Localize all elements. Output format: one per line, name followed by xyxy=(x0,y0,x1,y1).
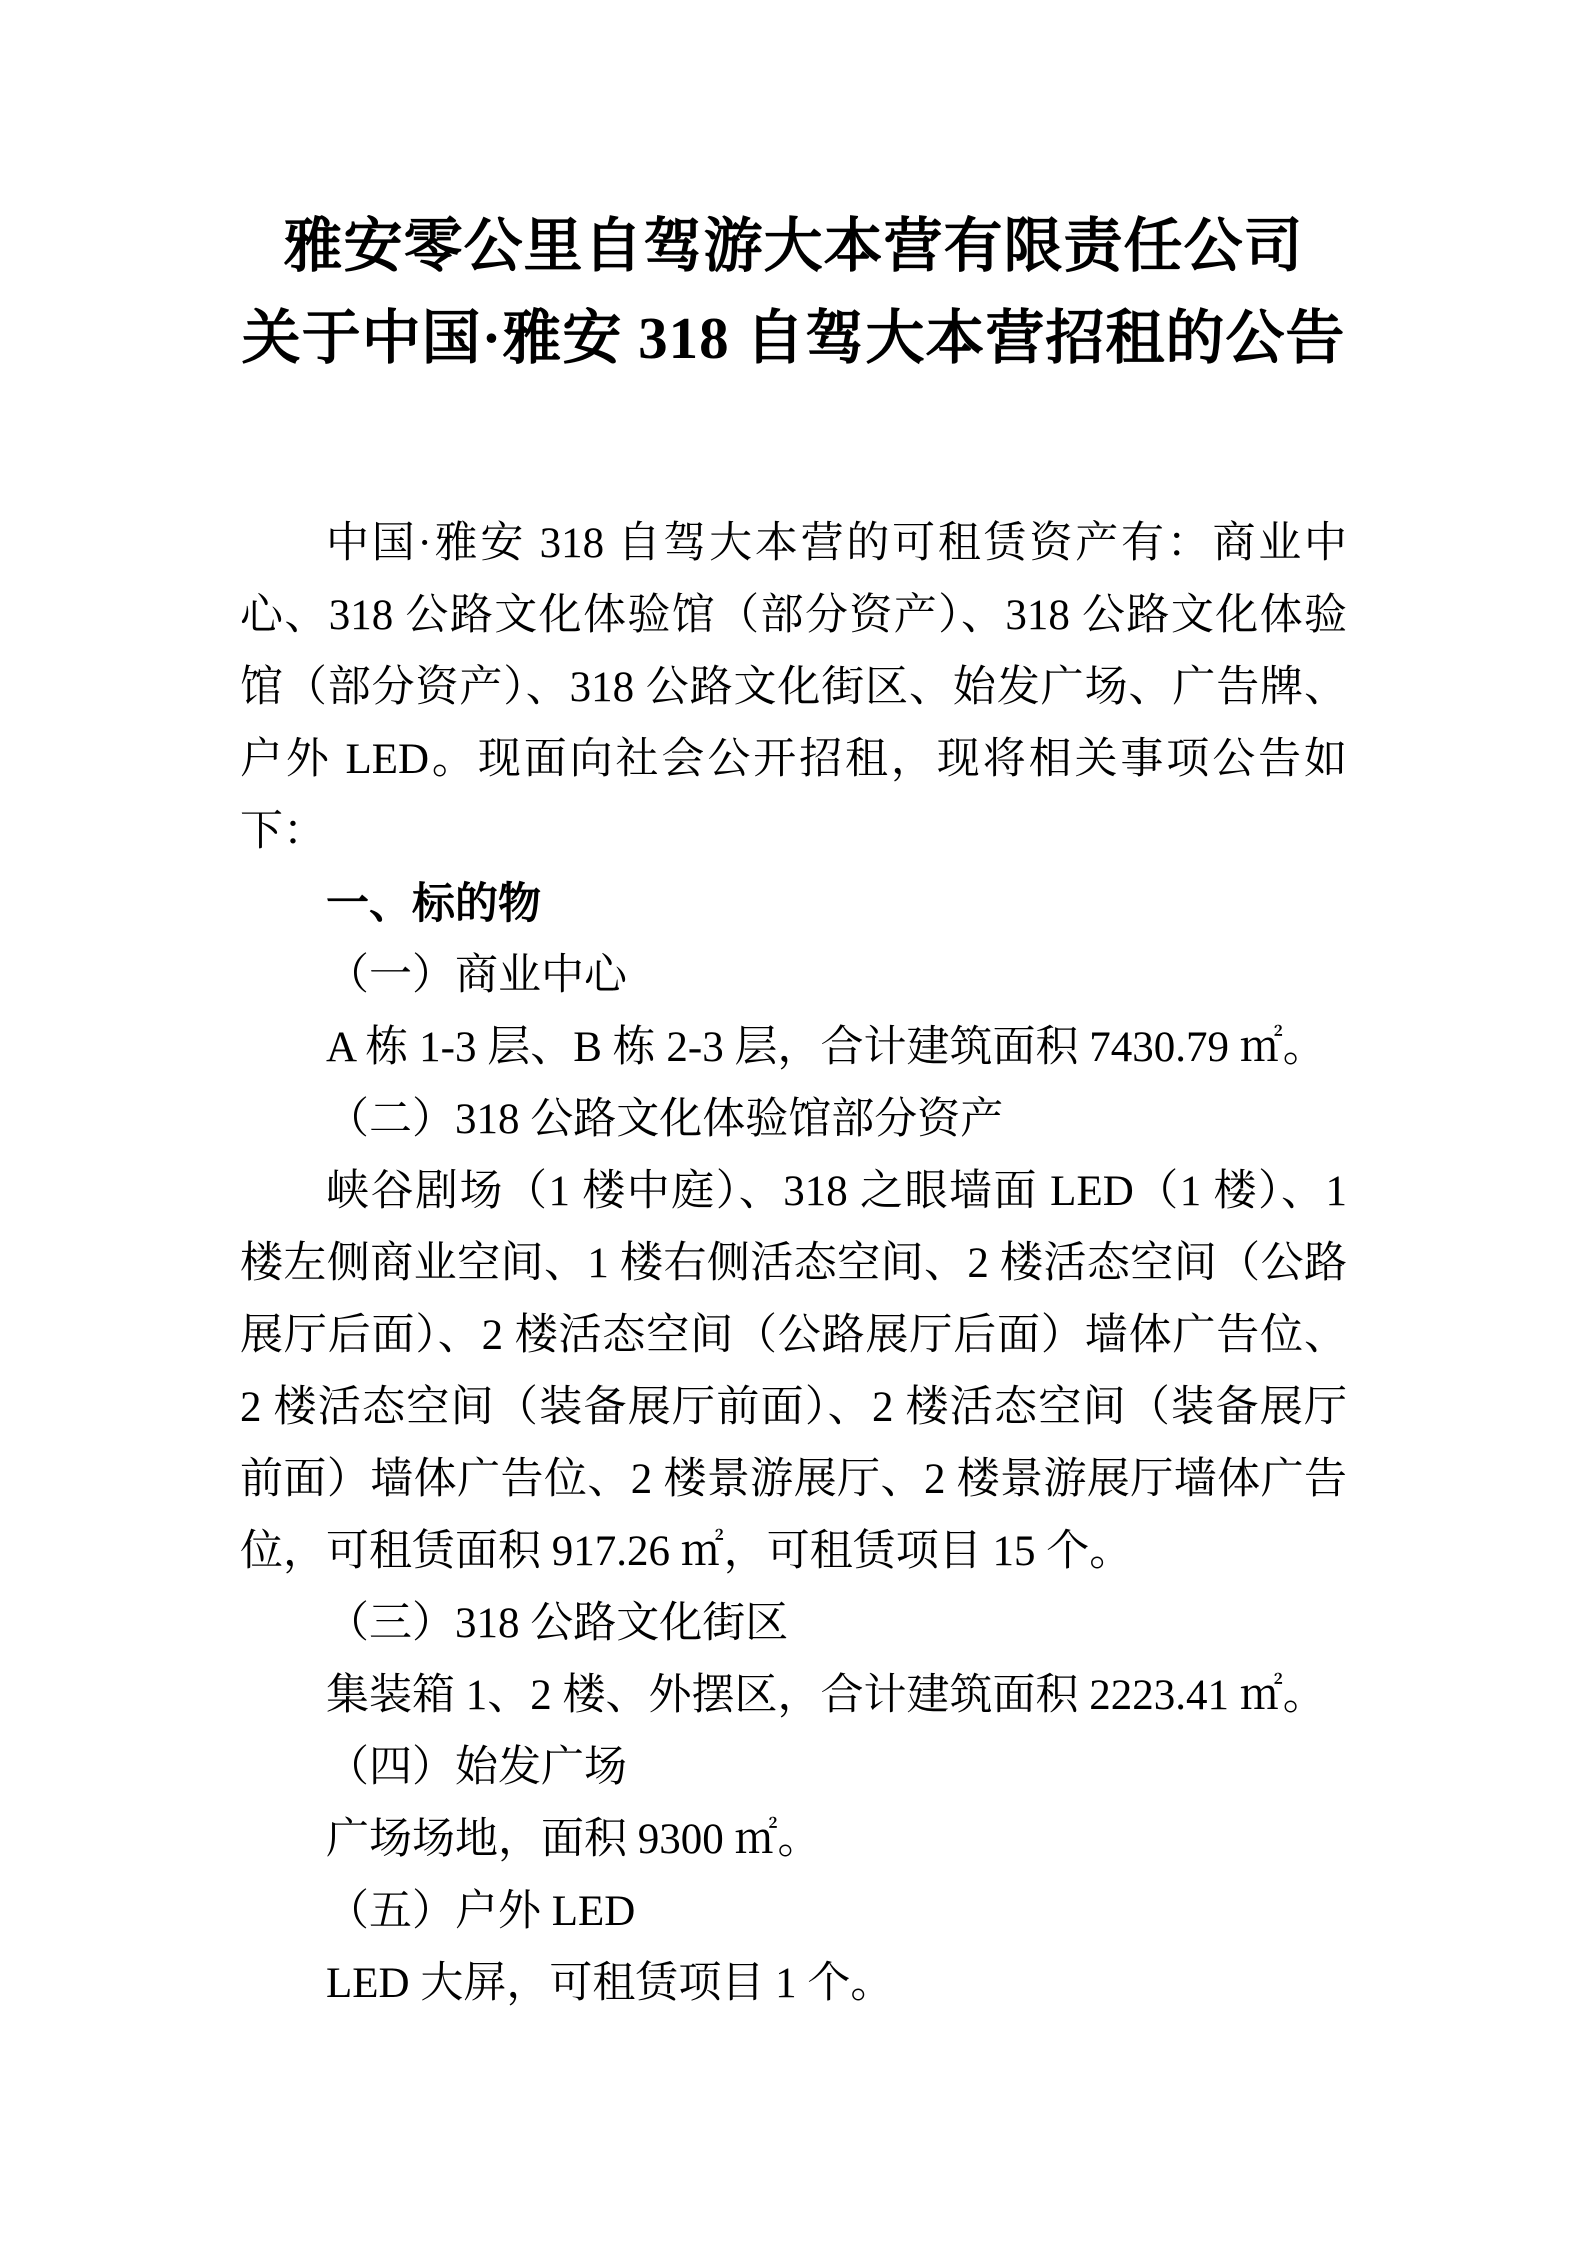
item-1-label: （一）商业中心 xyxy=(326,952,627,999)
item-2-label: （二）318 公路文化体验馆部分资产 xyxy=(326,1096,1004,1143)
item-5-label: （五）户外 LED xyxy=(326,1888,636,1935)
document-title-line-2: 关于中国·雅安 318 自驾大本营招租的公告 xyxy=(241,305,1346,371)
item-1-body: A 栋 1-3 层、B 栋 2-3 层，合计建筑面积 7430.79 ㎡。 xyxy=(326,1024,1326,1071)
item-3-label: （三）318 公路文化街区 xyxy=(326,1600,789,1647)
item-3-body: 集装箱 1、2 楼、外摆区，合计建筑面积 2223.41 ㎡。 xyxy=(326,1672,1326,1719)
item-4-body: 广场场地，面积 9300 ㎡。 xyxy=(326,1816,821,1863)
document-title-line-1: 雅安零公里自驾游大本营有限责任公司 xyxy=(283,213,1304,279)
section-heading-targets: 一、标的物 xyxy=(326,880,541,928)
intro-paragraph: 中国·雅安 318 自驾大本营的可租赁资产有：商业中心、318 公路文化体验馆（部分资产）、318 公路文化体验馆（部分资产）、318 公路文化街区、始发广场、广告牌、户外 LED。现面向社会公开招租，现将相关事项公告如下： xyxy=(240,520,1347,855)
document-title xyxy=(240,200,1347,384)
item-4-label: （四）始发广场 xyxy=(326,1744,627,1791)
item-2-body: 峡谷剧场（1 楼中庭）、318 之眼墙面 LED（1 楼）、1 楼左侧商业空间、1 楼右侧活态空间、2 楼活态空间（公路展厅后面）、2 楼活态空间（公路展厅后面）墙体广告位、2 楼活态空间（装备展厅前面）、2 楼活态空间（装备展厅前面）墙体广告位、2 楼景游展厅、2 楼景游展厅墙体广告位，可租赁面积 917.26 ㎡，可租赁项目 15 个。 xyxy=(240,1168,1347,1575)
item-5-body: LED 大屏，可租赁项目 1 个。 xyxy=(326,1960,894,2007)
